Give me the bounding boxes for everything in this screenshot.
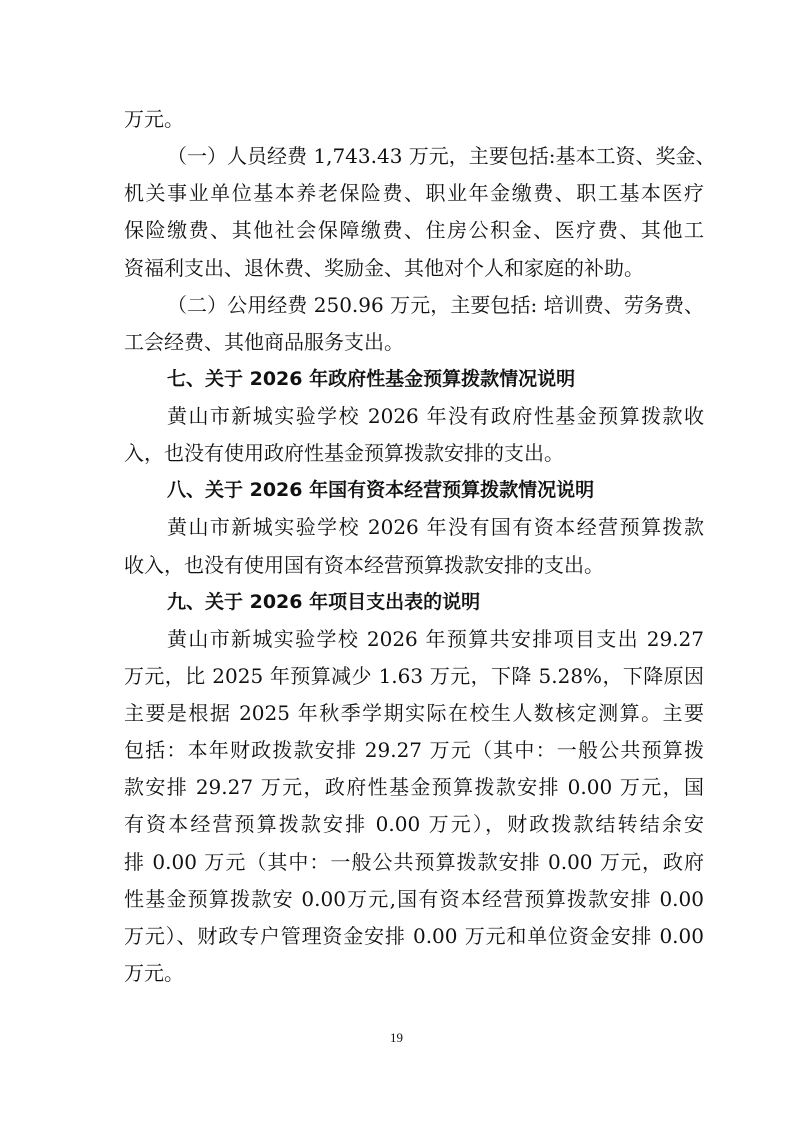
page-number: 19	[390, 1030, 403, 1045]
text-line: 资福利支出、退休费、奖励金、其他对个人和家庭的补助。	[124, 256, 644, 280]
text-line: 万元，比 2025 年预算减少 1.63 万元，下降 5.28%，下降原因	[124, 664, 704, 688]
text-line: 工会经费、其他商品服务支出。	[124, 330, 404, 354]
text-line: 性基金预算拨款安 0.00万元,国有资本经营预算拨款安排 0.00	[124, 887, 704, 911]
text-line: 机关事业单位基本养老保险费、职业年金缴费、职工基本医疗	[124, 181, 704, 205]
section-heading-7: 七、关于 2026 年政府性基金预算拨款情况说明	[167, 368, 576, 390]
text-line: 黄山市新城实验学校 2026 年预算共安排项目支出 29.27	[167, 627, 704, 651]
text-line: 有资本经营预算拨款安排 0.00 万元），财政拨款结转结余安	[124, 812, 704, 836]
text-line: 收入，也没有使用国有资本经营预算拨款安排的支出。	[124, 553, 604, 577]
text-line: 包括：本年财政拨款安排 29.27 万元（其中：一般公共预算拨	[124, 738, 704, 762]
text-line: 黄山市新城实验学校 2026 年没有国有资本经营预算拨款	[167, 515, 704, 539]
section-heading-8: 八、关于 2026 年国有资本经营预算拨款情况说明	[167, 479, 595, 501]
text-line: 黄山市新城实验学校 2026 年没有政府性基金预算拨款收	[167, 404, 704, 428]
text-line: 万元。	[124, 107, 184, 131]
text-line: 主要是根据 2025 年秋季学期实际在校生人数核定测算。主要	[124, 701, 704, 725]
text-line: （一）人员经费 1,743.43 万元，主要包括:基本工资、奖金、	[167, 144, 716, 168]
text-line: 款安排 29.27 万元，政府性基金预算拨款安排 0.00 万元，国	[124, 775, 704, 799]
text-line: 万元）、财政专户管理资金安排 0.00 万元和单位资金安排 0.00	[124, 924, 704, 948]
section-heading-9: 九、关于 2026 年项目支出表的说明	[167, 591, 481, 613]
text-line: 入，也没有使用政府性基金预算拨款安排的支出。	[124, 441, 564, 465]
text-line: 排 0.00 万元（其中：一般公共预算拨款安排 0.00 万元，政府	[124, 850, 704, 874]
text-line: （二）公用经费 250.96 万元，主要包括: 培训费、劳务费、	[167, 293, 704, 317]
text-line: 万元。	[124, 961, 184, 985]
text-line: 保险缴费、其他社会保障缴费、住房公积金、医疗费、其他工	[124, 218, 704, 242]
